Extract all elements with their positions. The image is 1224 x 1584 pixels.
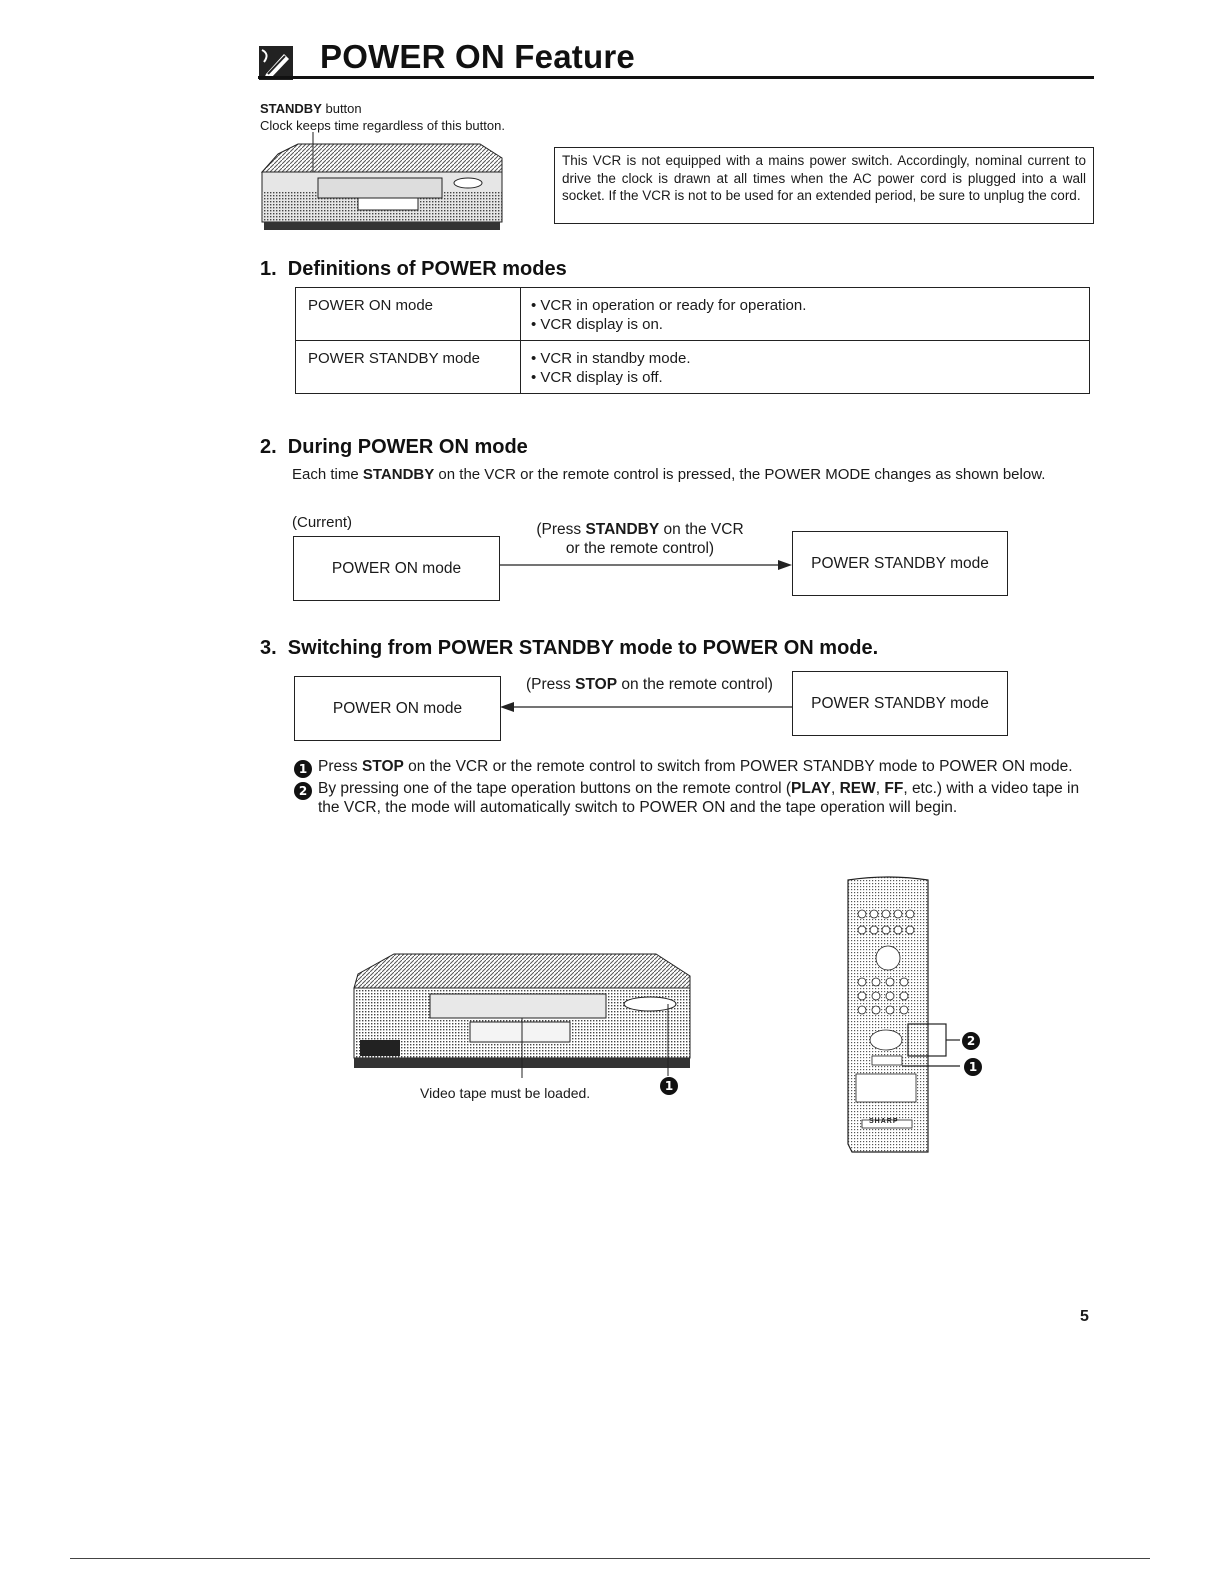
section1-heading: 1. Definitions of POWER modes <box>260 258 567 280</box>
mode-description-cell <box>521 288 1090 341</box>
remote-brand: SHARP <box>869 1118 899 1125</box>
arrow-post: on the VCR <box>659 521 744 538</box>
mode-bullet: • VCR display is off. <box>531 368 1077 387</box>
section3-heading: 3. Switching from POWER STANDBY mode to POWER ON mode. <box>260 637 879 659</box>
arrow-bold: STOP <box>575 676 618 693</box>
standby-arrow-label-line2: or the remote control) <box>565 540 715 557</box>
standby-arrow-label-line1 <box>510 520 770 539</box>
step-text-post: , etc.) with a video tape in the VCR, the mode will automatically switch to POWER ON and the tape operation will begin. <box>318 780 1080 816</box>
list-item <box>294 757 1094 778</box>
step-text <box>318 757 1073 778</box>
vcr-caption: Video tape must be loaded. <box>420 1085 591 1101</box>
vcr-large-illustration <box>350 948 695 1078</box>
step-text-bold: FF <box>884 780 904 797</box>
standby-caption-line1 <box>260 100 505 117</box>
remote-callout-2: 2 <box>962 1032 980 1050</box>
table-row <box>296 288 1090 341</box>
remote-control-illustration <box>842 874 992 1158</box>
remote-callout-1: 1 <box>964 1058 982 1076</box>
standby-caption <box>260 100 505 134</box>
step-text-bold: PLAY <box>791 780 831 797</box>
power-modes-table <box>295 287 1090 394</box>
standby-arrow-label <box>510 520 770 558</box>
left-arrow <box>500 700 793 714</box>
power-on-mode-box-2: POWER ON mode <box>294 676 501 741</box>
power-standby-mode-box: POWER STANDBY mode <box>792 531 1008 596</box>
step-text-post: on the VCR or the remote control to switch from POWER STANDBY mode to POWER ON mode. <box>403 758 1073 775</box>
section2-text-bold: STANDBY <box>362 466 435 483</box>
section2-text-post: on the VCR or the remote control is pressed, the POWER MODE changes as shown below. <box>434 466 1046 483</box>
step-number-icon: 1 <box>294 760 312 778</box>
mains-power-note: This VCR is not equipped with a mains power switch. Accordingly, nominal current to drive the clock is drawn at all times when the AC power cord is plugged into a wall socket. If the VCR is not to be used for an extended period, be sure to unplug the cord. <box>554 147 1094 224</box>
power-on-mode-box: POWER ON mode <box>293 536 500 601</box>
vcr-small-illustration <box>258 132 504 236</box>
right-arrow <box>500 558 794 572</box>
list-item <box>294 779 1094 817</box>
standby-label: STANDBY <box>260 101 322 116</box>
step-text-pre: By pressing one of the tape operation buttons on the remote control ( <box>318 780 792 797</box>
page-number: 5 <box>1080 1308 1089 1325</box>
step-text-sep: , <box>875 780 885 797</box>
step-text <box>318 779 1094 817</box>
power-standby-mode-box-2: POWER STANDBY mode <box>792 671 1008 736</box>
section2-text <box>292 465 1082 484</box>
standby-label-rest: button <box>321 101 362 116</box>
section2-heading: 2. During POWER ON mode <box>260 436 528 458</box>
page-title: POWER ON Feature <box>320 38 635 75</box>
step-text-pre: Press <box>318 758 362 775</box>
mode-name-cell: POWER STANDBY mode <box>296 341 521 394</box>
bottom-rule <box>70 1558 1150 1559</box>
arrow-pre: (Press <box>526 676 576 693</box>
mode-bullet: • VCR display is on. <box>531 315 1077 334</box>
mode-description-cell <box>521 341 1090 394</box>
arrow-pre: (Press <box>536 521 586 538</box>
step-list <box>294 757 1094 817</box>
standby-caption-line2: Clock keeps time regardless of this button. <box>260 118 505 133</box>
arrow-bold: STANDBY <box>585 521 660 538</box>
mode-name-cell: POWER ON mode <box>296 288 521 341</box>
table-row <box>296 341 1090 394</box>
mode-bullet: • VCR in standby mode. <box>531 349 1077 368</box>
step-text-bold: REW <box>839 780 876 797</box>
title-rule <box>258 76 1094 79</box>
step-number-icon: 2 <box>294 782 312 800</box>
step-text-sep: , <box>830 780 840 797</box>
stop-arrow-label <box>512 675 787 694</box>
vcr-callout-1: 1 <box>660 1077 678 1095</box>
step-text-bold: STOP <box>361 758 404 775</box>
current-label: (Current) <box>292 514 353 531</box>
section2-text-pre: Each time <box>292 466 363 483</box>
arrow-post: on the remote control) <box>617 676 773 693</box>
mode-bullet: • VCR in operation or ready for operation. <box>531 296 1077 315</box>
